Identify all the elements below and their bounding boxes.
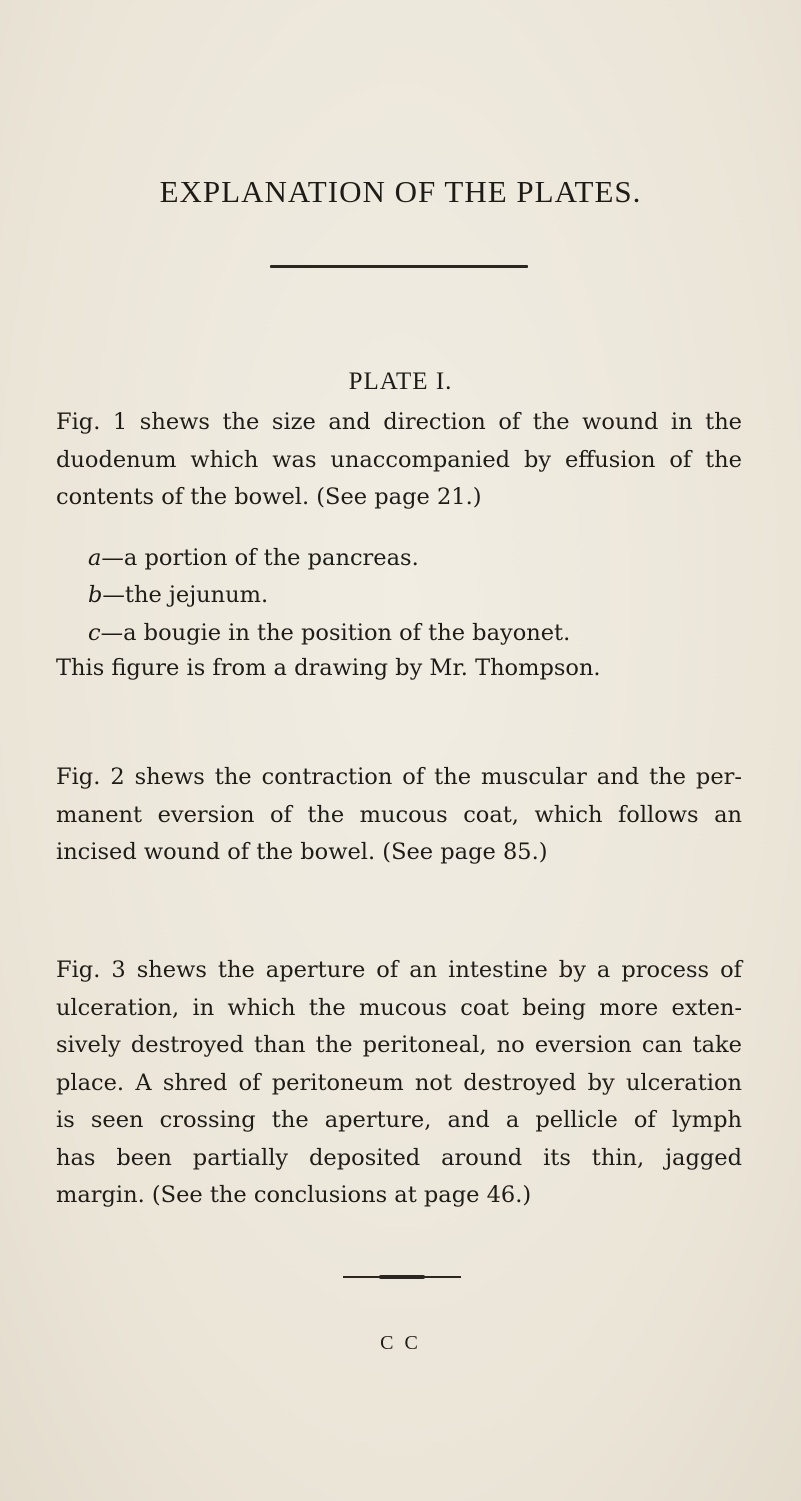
item-letter: b [88,582,103,608]
plate-title: PLATE I. [348,368,453,395]
item-text: —the jejunum. [102,582,269,608]
fig1-line: contents of the bowel. (See page 21.) [56,484,482,510]
fig2-line: manent eversion of the mucous coat, which follows an [56,801,742,828]
fig3-line: ulceration, in which the mucous coat being more exten- [56,994,742,1021]
fig1-note-line: This figure is from a drawing by Mr. Thompson. [56,655,601,681]
page-heading: EXPLANATION OF THE PLATES. [159,174,642,209]
fig1-description [56,404,742,517]
fig3-line: sively destroyed than the peritoneal, no eversion can take [56,1032,742,1058]
fig3-line: margin. (See the conclusions at page 46.) [56,1182,532,1208]
fig1-item-c [88,620,570,646]
heading-divider [270,265,528,268]
fig3-line: is seen crossing the aperture, and a pellicle of lymph [56,1107,742,1133]
fig2-line: incised wound of the bowel. (See page 85.) [56,839,548,865]
fig1-line: Fig. 1 shews the size and direction of the wound in the [56,409,742,435]
signature-mark: C C [380,1332,421,1354]
fig2-line: Fig. 2 shews the contraction of the muscular and the per- [56,764,742,790]
item-letter: c [88,620,101,646]
item-text: —a bougie in the position of the bayonet. [100,620,571,646]
fig1-item-a [88,545,419,571]
fig2-description [56,759,742,872]
fig3-line: Fig. 3 shews the aperture of an intestine by a process of [56,957,742,983]
item-text: —a portion of the pancreas. [101,545,419,571]
fig1-item-b [88,582,268,608]
item-letter: a [88,545,102,571]
fig3-line: place. A shred of peritoneum not destroyed by ulceration [56,1069,742,1096]
fig1-line: duodenum which was unaccompanied by effusion of the [56,446,742,473]
section-end-ornament [343,1276,461,1278]
fig3-line: has been partially deposited around its thin, jagged [56,1144,742,1171]
fig1-note [56,650,742,688]
fig3-description [56,952,742,1215]
